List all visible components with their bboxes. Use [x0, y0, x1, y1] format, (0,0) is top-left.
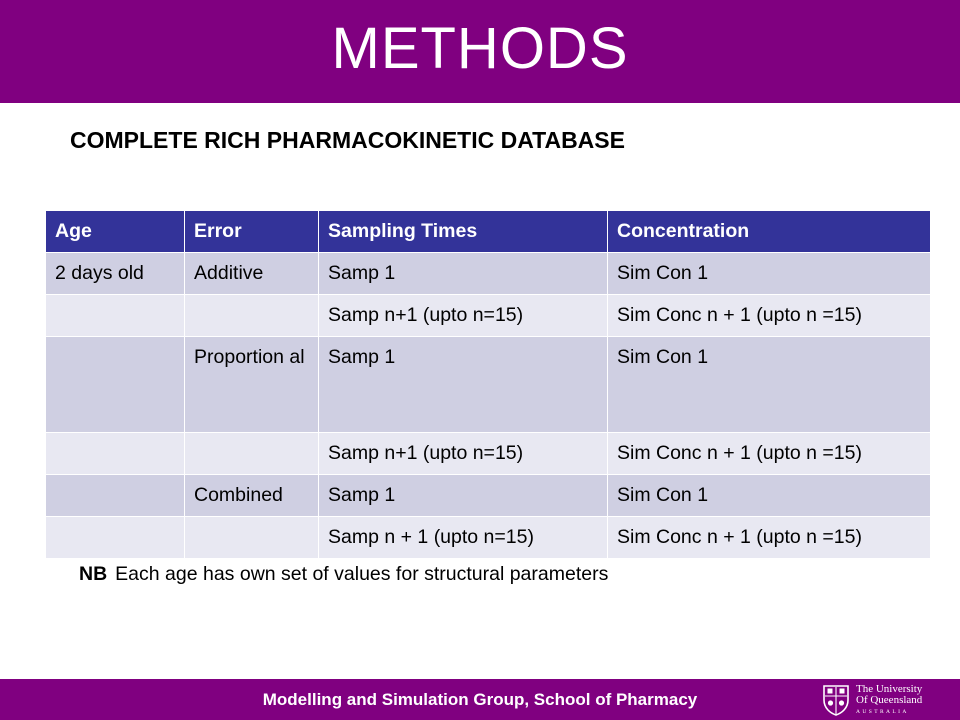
uq-crest-icon: [822, 684, 850, 716]
table-row: [46, 253, 931, 295]
nb-label: NB: [79, 563, 108, 585]
cell-concentration: Sim Conc n + 1 (upto n =15): [608, 517, 931, 559]
cell-sampling-time: Samp 1: [319, 475, 608, 517]
slide-title: METHODS: [331, 16, 629, 81]
cell-age: 2 days old: [46, 253, 185, 295]
cell-error: [185, 295, 319, 337]
cell-error: Additive: [185, 253, 319, 295]
cell-sampling-time: Samp n+1 (upto n=15): [319, 295, 608, 337]
cell-age: [46, 517, 185, 559]
table-row: [46, 517, 931, 559]
footer-text: Modelling and Simulation Group, School of Pharmacy: [262, 690, 698, 709]
cell-concentration: Sim Con 1: [608, 253, 931, 295]
uq-line-2: Of Queensland: [856, 694, 923, 706]
table-header-row: [46, 211, 931, 253]
cell-sampling-time: Samp n+1 (upto n=15): [319, 433, 608, 475]
cell-age: [46, 295, 185, 337]
table-row: [46, 295, 931, 337]
cell-error: Combined: [185, 475, 319, 517]
header-error: Error: [185, 211, 319, 253]
cell-sampling-time: Samp 1: [319, 253, 608, 295]
uq-wordmark: [856, 684, 922, 718]
table-row: [46, 433, 931, 475]
pk-database-table: [45, 210, 931, 559]
header-age: Age: [46, 211, 185, 253]
nb-note: [79, 563, 608, 586]
cell-concentration: Sim Con 1: [608, 475, 931, 517]
cell-error: Proportion al: [185, 337, 319, 433]
cell-concentration: Sim Conc n + 1 (upto n =15): [608, 295, 931, 337]
cell-error: [185, 517, 319, 559]
uq-line-1: The University: [856, 683, 923, 695]
uq-logo: [822, 683, 952, 717]
header-concentration: Concentration: [608, 211, 931, 253]
cell-concentration: Sim Conc n + 1 (upto n =15): [608, 433, 931, 475]
slide-subtitle: COMPLETE RICH PHARMACOKINETIC DATABASE: [70, 127, 625, 153]
cell-concentration: Sim Con 1: [608, 337, 931, 433]
table-row: [46, 475, 931, 517]
cell-age: [46, 475, 185, 517]
cell-sampling-time: Samp 1: [319, 337, 608, 433]
table-row: [46, 337, 931, 433]
cell-sampling-time: Samp n + 1 (upto n=15): [319, 517, 608, 559]
cell-error: [185, 433, 319, 475]
cell-age: [46, 337, 185, 433]
uq-line-3: AUSTRALIA: [856, 709, 909, 715]
nb-text: Each age has own set of values for structural parameters: [115, 563, 609, 585]
header-sampling-times: Sampling Times: [319, 211, 608, 253]
cell-age: [46, 433, 185, 475]
